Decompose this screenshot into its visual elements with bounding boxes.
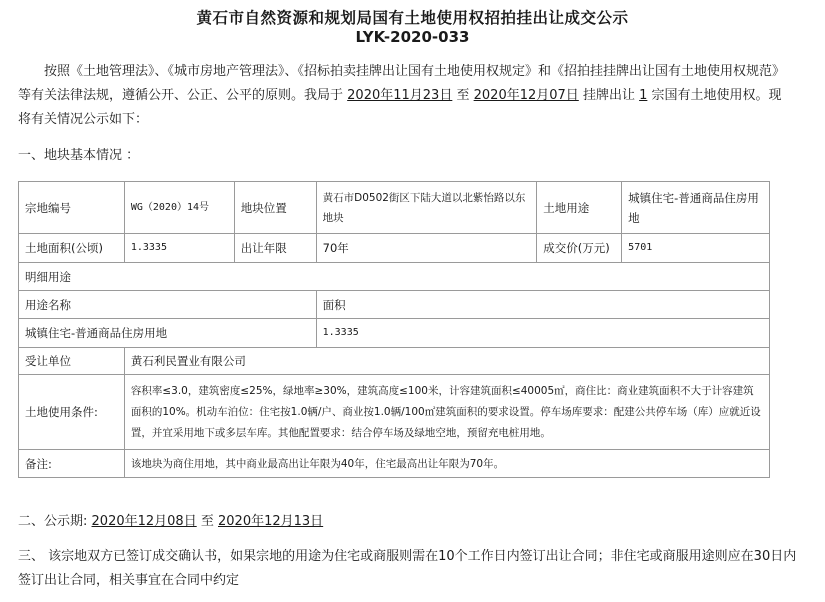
table-row: [19, 348, 770, 375]
remarks-value: 该地块为商住用地，其中商业最高出让年限为40年，住宅最高出让年限为70年。: [124, 450, 769, 478]
table-row: [19, 450, 770, 478]
land-use-label: 土地用途: [537, 182, 622, 234]
detail-use-name: 城镇住宅-普通商品住房用地: [19, 319, 317, 348]
table-row: [19, 319, 770, 348]
listing-start-date: 2020年11月23日: [347, 88, 453, 103]
section2-label: 二、公示期:: [18, 514, 88, 529]
table-row: [19, 182, 770, 234]
term-label: 出让年限: [234, 234, 316, 263]
detail-use-area: 1.3335: [316, 319, 769, 348]
conditions-value: 容积率≤3.0，建筑密度≤25%，绿地率≥30%，建筑高度≤100米，计容建筑面积≤40005㎡，商住比：商业建筑面积不大于计容建筑面积的10%。机动车泊位：住宅按1.0辆/户、商业按1.0辆/100㎡建筑面积的要求设置。停车场库要求：配建公共停车场（库）应就近设置，并宜采用地下或多层车库。其他配置要求：结合停车场及绿地空地，预留充电桩用地。: [124, 375, 769, 450]
assignee-value: 黄石利民置业有限公司: [124, 348, 769, 375]
location-value: 黄石市D0502街区下陆大道以北紫怡路以东地块: [316, 182, 537, 234]
parcel-no-label: 宗地编号: [19, 182, 125, 234]
parcel-count: 1: [639, 88, 648, 103]
intro-paragraph: [18, 60, 788, 132]
table-row: [19, 291, 770, 319]
term-value: 70年: [316, 234, 537, 263]
intro-text-2: 挂牌出让: [582, 88, 635, 103]
parcel-no-value: WG（2020）14号: [124, 182, 234, 234]
price-value: 5701: [622, 234, 770, 263]
table-row: [19, 263, 770, 291]
intro-text-1: 按照《土地管理法》、《城市房地产管理法》、《招标拍卖挂牌出让国有土地使用权规定》和《招拍挂挂牌出让国有土地使用权规范》等有关法律法规，遵循公开、公正、公平的原则。我局于: [18, 64, 786, 103]
section3-contract-notice: 三、 该宗地双方已签订成交确认书，如果宗地的用途为住宅或商服则需在10个工作日内签订出让合同；非住宅或商服用途则应在30日内签订出让合同，相关事宜在合同中约定: [18, 549, 797, 588]
intro-to: 至: [456, 88, 470, 103]
detail-use-label: 明细用途: [19, 263, 770, 291]
use-name-header: 用途名称: [19, 291, 317, 319]
table-row: [19, 375, 770, 450]
intro-text-3: 宗国有土地使用权。现将有关情况公示如下：: [18, 88, 782, 127]
area-header: 面积: [316, 291, 769, 319]
conditions-label: 土地使用条件:: [19, 375, 125, 450]
land-info-table: [18, 181, 770, 478]
location-label: 地块位置: [234, 182, 316, 234]
land-use-value: 城镇住宅-普通商品住房用地: [622, 182, 770, 234]
assignee-label: 受让单位: [19, 348, 125, 375]
section1-heading: 一、地块基本情况 ：: [18, 148, 140, 163]
publicity-start-date: 2020年12月08日: [91, 514, 197, 529]
section2-publicity-period: [18, 510, 323, 529]
page-title: 黄石市自然资源和规划局国有土地使用权招拍挂出让成交公示: [196, 9, 629, 27]
area-label: 土地面积(公顷): [19, 234, 125, 263]
publicity-end-date: 2020年12月13日: [218, 514, 324, 529]
listing-end-date: 2020年12月07日: [473, 88, 579, 103]
table-row: [19, 234, 770, 263]
remarks-label: 备注:: [19, 450, 125, 478]
price-label: 成交价(万元): [537, 234, 622, 263]
document-number: LYK-2020-033: [355, 28, 470, 46]
area-value: 1.3335: [124, 234, 234, 263]
section2-to: 至: [200, 514, 214, 529]
